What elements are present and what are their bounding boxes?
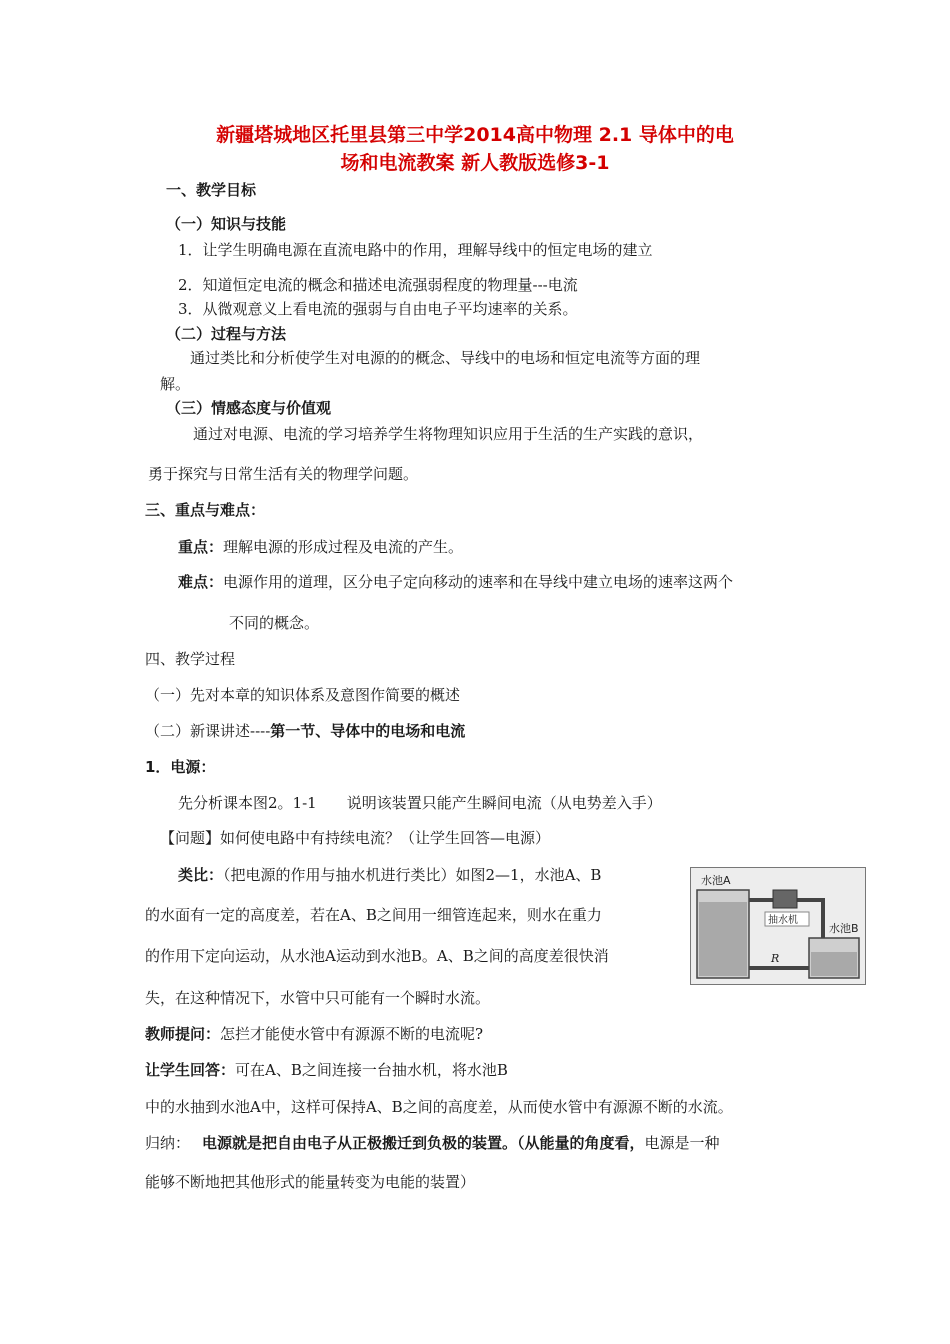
item-power-source-line: 先分析课本图2。1-1 说明该装置只能产生瞬间电流（从电势差入手） <box>178 794 662 812</box>
pool-a-water <box>699 902 747 976</box>
process-text-line-2: 解。 <box>160 375 191 393</box>
pump-analogy-figure <box>690 867 866 985</box>
student-answer-text-1: 可在A、B之间连接一台抽水机，将水池B <box>235 1061 508 1079</box>
attitude-text-line-2: 勇于探究与日常生活有关的物理学问题。 <box>148 465 419 483</box>
summary-line-1 <box>145 1133 720 1153</box>
teacher-question-text: 怎拦才能使水管中有源源不断的电流呢? <box>220 1025 484 1043</box>
subheading-knowledge: （一）知识与技能 <box>166 215 287 233</box>
objective-item-3: 3．从微观意义上看电流的强弱与自由电子平均速率的关系。 <box>178 300 578 318</box>
student-answer-label: 让学生回答： <box>145 1061 236 1079</box>
objective-item-1: 1．让学生明确电源在直流电路中的作用，理解导线中的恒定电场的建立 <box>178 241 653 259</box>
teacher-question <box>145 1024 483 1044</box>
attitude-text-line-1: 通过对电源、电流的学习培养学生将物理知识应用于生活的生产实践的意识， <box>193 425 704 443</box>
pool-a-label: 水池A <box>701 874 731 887</box>
key-point <box>178 537 463 557</box>
section-heading-objectives: 一、教学目标 <box>166 181 257 199</box>
summary-normal-text: 电源是一种 <box>644 1134 720 1152</box>
objective-item-2: 2．知道恒定电流的概念和描述电流强弱程度的物理量---电流 <box>178 276 578 294</box>
analogy-label: 类比： <box>178 866 224 884</box>
subheading-attitude: （三）情感态度与价值观 <box>166 399 332 417</box>
process-text-line-1: 通过类比和分析使学生对电源的的概念、导线中的电场和恒定电流等方面的理 <box>190 349 701 367</box>
section-heading-process: 四、教学过程 <box>145 650 236 668</box>
pool-b-water <box>811 952 857 976</box>
doc-title-line-1: 新疆塔城地区托里县第三中学2014高中物理 2.1 导体中的电 <box>216 124 734 146</box>
key-point-label: 重点： <box>178 538 224 556</box>
pipe-r-label: R <box>771 952 780 965</box>
analogy-text-1: （把电源的作用与抽水机进行类比）如图2—1，水池A、B <box>223 866 602 884</box>
difficulty-label: 难点： <box>178 573 224 591</box>
item-power-source-heading: 1．电源： <box>145 758 216 776</box>
difficulty-text: 电源作用的道理，区分电子定向移动的速率和在导线中建立电场的速率这两个 <box>223 573 734 591</box>
summary-label: 归纳： <box>145 1134 191 1152</box>
pool-b-label: 水池B <box>829 922 859 935</box>
section-heading-key-points: 三、重点与难点： <box>145 501 266 519</box>
pump-analogy-diagram <box>691 868 865 984</box>
student-answer-line-2: 中的水抽到水池A中，这样可保持A、B之间的高度差，从而使水管中有源源不断的水流。 <box>145 1098 733 1116</box>
summary-line-2: 能够不断地把其他形式的能量转变为电能的装置） <box>145 1173 476 1191</box>
pump-label: 抽水机 <box>768 915 798 926</box>
doc-title-line-2: 场和电流教案 新人教版选修3-1 <box>340 152 610 174</box>
key-point-text: 理解电源的形成过程及电流的产生。 <box>223 538 464 556</box>
new-lesson-title: 第一节、导体中的电场和电流 <box>270 722 466 740</box>
pump-shape <box>773 890 797 908</box>
summary-bold-text: 电源就是把自由电子从正极搬迁到负极的装置。（从能量的角度看， <box>202 1134 645 1152</box>
new-lesson-line <box>145 721 465 741</box>
subheading-process: （二）过程与方法 <box>166 325 287 343</box>
student-answer <box>145 1060 508 1080</box>
new-lesson-prefix: （二）新课讲述---- <box>145 722 271 740</box>
analogy-line-3: 的作用下定向运动，从水池A运动到水池B。A、B之间的高度差很快消 <box>145 947 609 965</box>
difficulty <box>178 572 733 592</box>
question-line: 【问题】如何使电路中有持续电流？（让学生回答—电源） <box>160 829 551 847</box>
process-overview: （一）先对本章的知识体系及意图作简要的概述 <box>145 686 461 704</box>
analogy-line-4: 失，在这种情况下，水管中只可能有一个瞬时水流。 <box>145 989 491 1007</box>
analogy-line-1 <box>178 865 601 885</box>
difficulty-text-line-2: 不同的概念。 <box>229 614 320 632</box>
teacher-question-label: 教师提问： <box>145 1025 221 1043</box>
analogy-line-2: 的水面有一定的高度差，若在A、B之间用一细管连起来，则水在重力 <box>145 906 602 924</box>
